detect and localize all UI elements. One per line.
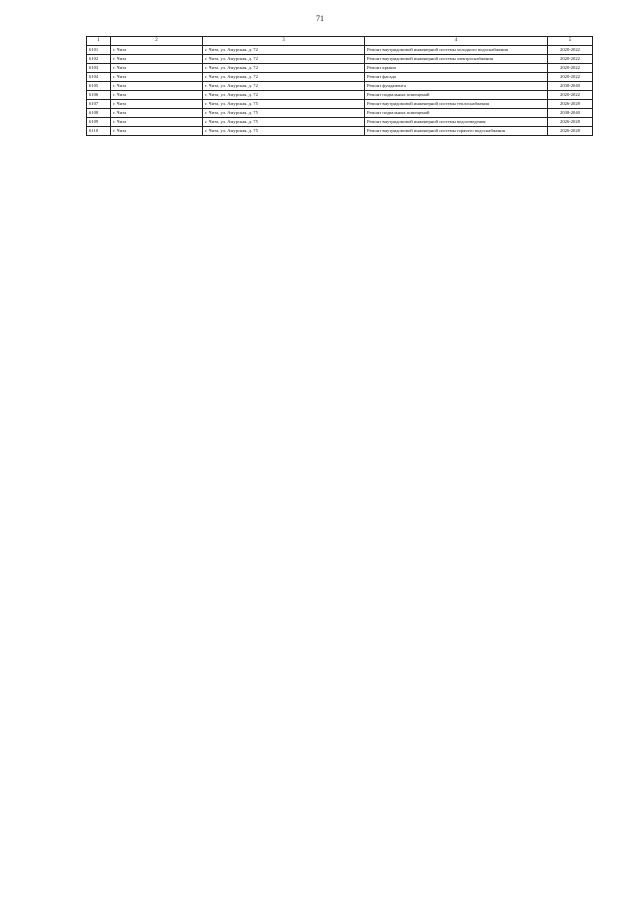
settlement-cell: г. Чита [111,109,203,118]
address-cell: г. Чита, ул. Амурская, д. 72 [203,91,365,100]
period-cell: 2020-2022 [548,73,593,82]
table-row [87,46,593,55]
row-number-cell: 6109 [87,118,111,127]
work-type-cell: Ремонт подвальных помещений [365,109,548,118]
table-row [87,118,593,127]
table-row [87,100,593,109]
period-cell: 2020-2022 [548,55,593,64]
table-row [87,109,593,118]
period-cell: 2026-2028 [548,127,593,136]
period-cell: 2020-2022 [548,64,593,73]
row-number-cell: 6108 [87,109,111,118]
address-cell: г. Чита, ул. Амурская, д. 75 [203,127,365,136]
row-number-cell: 6107 [87,100,111,109]
table-header-row [87,37,593,46]
settlement-cell: г. Чита [111,82,203,91]
page-number: 71 [316,14,324,23]
row-number-cell: 6110 [87,127,111,136]
address-cell: г. Чита, ул. Амурская, д. 75 [203,118,365,127]
period-cell: 2020-2022 [548,46,593,55]
settlement-cell: г. Чита [111,91,203,100]
address-cell: г. Чита, ул. Амурская, д. 72 [203,64,365,73]
work-type-cell: Ремонт внутридомовой инженерной системы горячего водоснабжения [365,127,548,136]
settlement-cell: г. Чита [111,55,203,64]
period-cell: 2026-2028 [548,118,593,127]
settlement-cell: г. Чита [111,100,203,109]
header-col-work-type: 4 [365,37,548,46]
settlement-cell: г. Чита [111,64,203,73]
table-body [87,46,593,136]
address-cell: г. Чита, ул. Амурская, д. 72 [203,73,365,82]
row-number-cell: 6105 [87,82,111,91]
repair-schedule-table [86,36,593,136]
header-col-address: 3 [203,37,365,46]
header-col-settlement: 2 [111,37,203,46]
settlement-cell: г. Чита [111,73,203,82]
work-type-cell: Ремонт крыши [365,64,548,73]
header-col-number: 1 [87,37,111,46]
header-col-period: 5 [548,37,593,46]
table-row [87,91,593,100]
address-cell: г. Чита, ул. Амурская, д. 72 [203,82,365,91]
settlement-cell: г. Чита [111,127,203,136]
row-number-cell: 6101 [87,46,111,55]
work-type-cell: Ремонт внутридомовой инженерной системы электроснабжения [365,55,548,64]
table-row [87,73,593,82]
row-number-cell: 6102 [87,55,111,64]
period-cell: 2020-2022 [548,91,593,100]
work-type-cell: Ремонт фасада [365,73,548,82]
row-number-cell: 6104 [87,73,111,82]
period-cell: 2038-2040 [548,82,593,91]
work-type-cell: Ремонт внутридомовой инженерной системы водоотведения [365,118,548,127]
work-type-cell: Ремонт подвальных помещений [365,91,548,100]
settlement-cell: г. Чита [111,46,203,55]
work-type-cell: Ремонт внутридомовой инженерной системы теплоснабжения [365,100,548,109]
address-cell: г. Чита, ул. Амурская, д. 72 [203,46,365,55]
row-number-cell: 6103 [87,64,111,73]
table-row [87,127,593,136]
work-type-cell: Ремонт внутридомовой инженерной системы холодного водоснабжения [365,46,548,55]
table-row [87,64,593,73]
period-cell: 2038-2040 [548,109,593,118]
period-cell: 2026-2028 [548,100,593,109]
work-type-cell: Ремонт фундамента [365,82,548,91]
row-number-cell: 6106 [87,91,111,100]
table-row [87,55,593,64]
table-row [87,82,593,91]
address-cell: г. Чита, ул. Амурская, д. 75 [203,109,365,118]
address-cell: г. Чита, ул. Амурская, д. 72 [203,55,365,64]
address-cell: г. Чита, ул. Амурская, д. 75 [203,100,365,109]
settlement-cell: г. Чита [111,118,203,127]
